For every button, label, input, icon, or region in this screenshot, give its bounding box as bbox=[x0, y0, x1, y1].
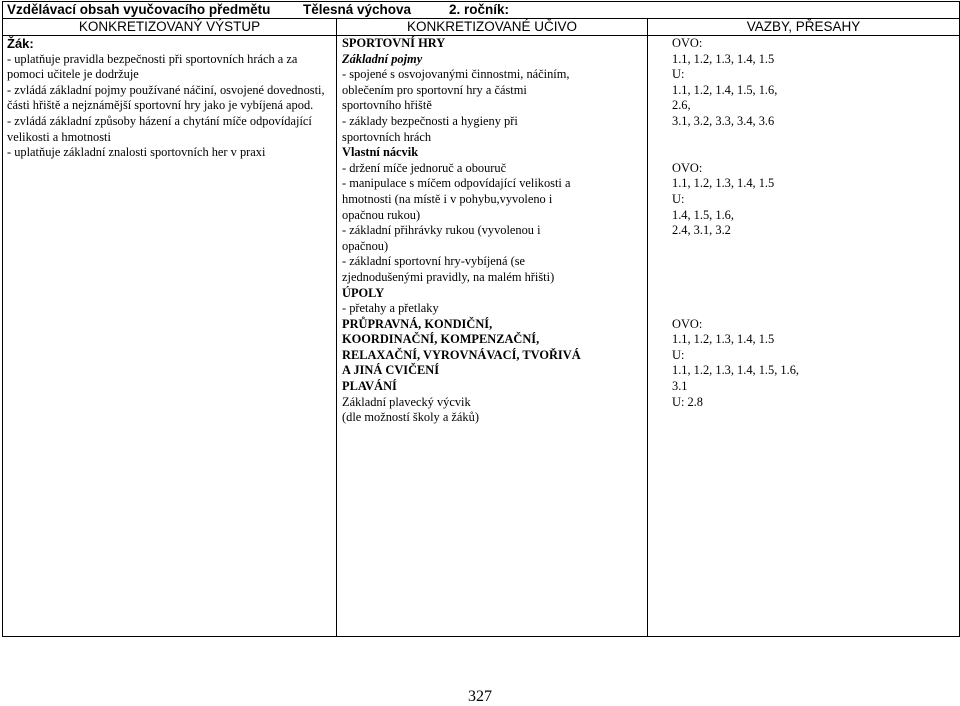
spacer bbox=[672, 130, 955, 146]
output-item: - uplatňuje základní znalosti sportovních her v praxi bbox=[7, 145, 266, 160]
page-number: 327 bbox=[468, 688, 492, 705]
links-line: 3.1 bbox=[672, 379, 688, 394]
column-header-row bbox=[3, 19, 960, 36]
output-item: - zvládá základní způsoby házení a chytání míče odpovídající velikosti a hmotnosti bbox=[7, 113, 312, 144]
curriculum-table bbox=[2, 1, 960, 637]
grade-label: 2. ročník: bbox=[449, 2, 510, 17]
content-line: - přetahy a přetlaky bbox=[342, 301, 439, 316]
section-subtitle-practice: Vlastní nácvik bbox=[342, 145, 419, 160]
links-line: 1.1, 1.2, 1.4, 1.5, 1.6, bbox=[672, 82, 778, 97]
section-title-exercises: KOORDINAČNÍ, KOMPENZAČNÍ, bbox=[342, 332, 540, 347]
content-cell bbox=[337, 36, 648, 637]
section-title-upoly: ÚPOLY bbox=[342, 285, 385, 300]
header-cell bbox=[3, 2, 960, 19]
section-title-exercises: A JINÁ CVIČENÍ bbox=[342, 363, 440, 378]
links-line: 1.1, 1.2, 1.3, 1.4, 1.5 bbox=[672, 332, 775, 347]
links-line: OVO: bbox=[672, 160, 703, 175]
links-line: U: bbox=[672, 347, 685, 362]
content-line: - držení míče jednoruč a obouruč bbox=[342, 160, 507, 175]
links-line: 3.1, 3.2, 3.3, 3.4, 3.6 bbox=[672, 113, 775, 128]
links-line: 2.6, bbox=[672, 98, 691, 113]
content-row bbox=[3, 36, 960, 637]
spacer bbox=[672, 270, 955, 286]
subject-name: Tělesná výchova bbox=[303, 2, 412, 17]
column-header-links: VAZBY, PŘESAHY bbox=[648, 19, 960, 36]
spacer bbox=[672, 239, 955, 255]
links-line: OVO: bbox=[672, 36, 703, 50]
links-line: 2.4, 3.1, 3.2 bbox=[672, 223, 731, 238]
links-cell bbox=[648, 36, 960, 637]
content-line: Základní plavecký výcvik bbox=[342, 394, 471, 409]
content-line: zjednodušenými pravidly, na malém hřišti) bbox=[342, 269, 555, 284]
content-line: opačnou) bbox=[342, 238, 389, 253]
student-label: Žák: bbox=[7, 36, 34, 51]
content-line: oblečením pro sportovní hry a částmi bbox=[342, 82, 527, 97]
links-line: U: bbox=[672, 67, 685, 82]
content-line: - základy bezpečnosti a hygieny při bbox=[342, 113, 518, 128]
links-line: 1.1, 1.2, 1.3, 1.4, 1.5 bbox=[672, 176, 775, 191]
content-line: (dle možností školy a žáků) bbox=[342, 410, 479, 425]
content-line: - základní přihrávky rukou (vyvolenou i bbox=[342, 223, 541, 238]
content-line: opačnou rukou) bbox=[342, 207, 421, 222]
content-line: - manipulace s míčem odpovídající velikosti a bbox=[342, 176, 571, 191]
content-line: - základní sportovní hry-vybíjená (se bbox=[342, 254, 526, 269]
content-line: hmotnosti (na místě i v pohybu,vyvoleno i bbox=[342, 191, 553, 206]
links-line: OVO: bbox=[672, 316, 703, 331]
links-block-2 bbox=[672, 161, 955, 239]
output-item: části hřiště a nejznámější sportovní hry jako je vybíjená apod. bbox=[7, 98, 314, 113]
section-title-sport-games: SPORTOVNÍ HRY bbox=[342, 36, 446, 50]
spacer bbox=[672, 286, 955, 302]
content-line: sportovních hrách bbox=[342, 129, 432, 144]
spacer bbox=[672, 254, 955, 270]
output-item: - zvládá základní pojmy používané náčiní, osvojené dovednosti, bbox=[7, 82, 325, 97]
content-line: - spojené s osvojovanými činnostmi, náčiním, bbox=[342, 67, 570, 82]
section-subtitle-basic-terms: Základní pojmy bbox=[342, 51, 423, 66]
output-item: - uplatňuje pravidla bezpečnosti při sportovních hrách a za pomoci učitele je dodržuje bbox=[7, 51, 298, 82]
spacer bbox=[672, 145, 955, 161]
links-line: 1.1, 1.2, 1.3, 1.4, 1.5, 1.6, bbox=[672, 363, 800, 378]
links-line: 1.1, 1.2, 1.3, 1.4, 1.5 bbox=[672, 51, 775, 66]
links-line: U: 2.8 bbox=[672, 394, 703, 409]
column-header-output: KONKRETIZOVANÝ VÝSTUP bbox=[3, 19, 337, 36]
subject-label: Vzdělávací obsah vyučovacího předmětu bbox=[7, 2, 271, 17]
links-block-3 bbox=[672, 317, 955, 411]
links-line: 1.4, 1.5, 1.6, bbox=[672, 207, 734, 222]
header-row bbox=[3, 2, 960, 19]
spacer bbox=[672, 301, 955, 317]
content-line: sportovního hřiště bbox=[342, 98, 432, 113]
column-header-content: KONKRETIZOVANÉ UČIVO bbox=[337, 19, 648, 36]
outputs-cell bbox=[3, 36, 337, 637]
section-title-exercises: PRŮPRAVNÁ, KONDIČNÍ, bbox=[342, 316, 493, 331]
links-block-1 bbox=[672, 36, 955, 130]
section-title-exercises: RELAXAČNÍ, VYROVNÁVACÍ, TVOŘIVÁ bbox=[342, 347, 581, 362]
section-title-swimming: PLAVÁNÍ bbox=[342, 379, 397, 394]
links-line: U: bbox=[672, 191, 685, 206]
